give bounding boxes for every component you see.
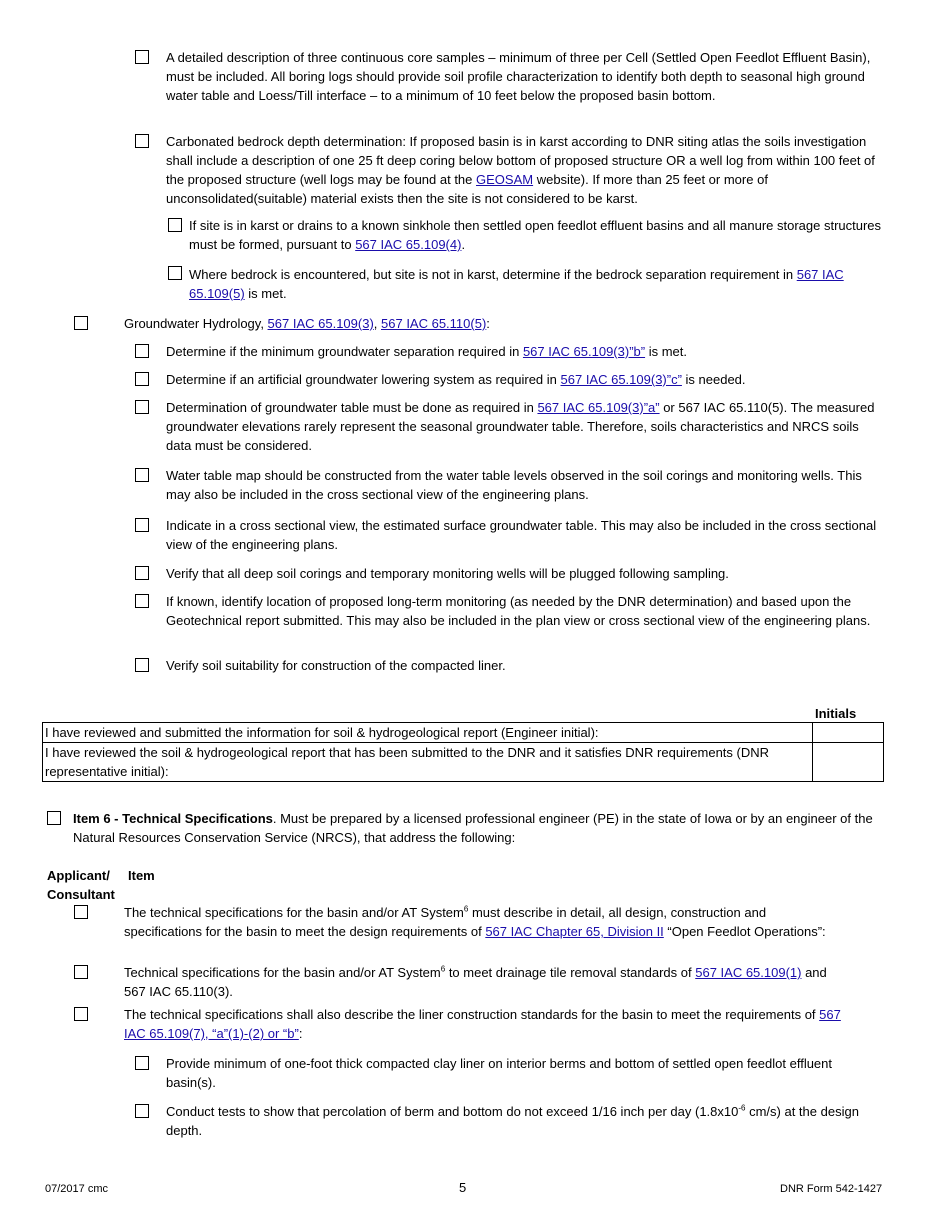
- spec-design-checkbox[interactable]: [74, 905, 88, 919]
- karst-link[interactable]: 567 IAC 65.109(4): [355, 237, 462, 252]
- item6-checkbox[interactable]: [47, 811, 61, 825]
- bedrock-checkbox[interactable]: [135, 134, 149, 148]
- spec-drainage-checkbox[interactable]: [74, 965, 88, 979]
- core-samples-text: A detailed description of three continuous core samples – minimum of three per Cell (Settled Open Feedlot Effluent Basin), must be included. All boring logs should provide soil profile characterization to identify both depth to seasonal high ground water table and Loess/Till interface – to a minimum of 10 feet below the proposed basin bottom.: [166, 50, 871, 103]
- lowering-system-link[interactable]: 567 IAC 65.109(3)”c”: [560, 372, 682, 387]
- karst-text: If site is in karst or drains to a known sinkhole then settled open feedlot effluent basins and all manure storage structures must be formed, pursuant to 567 IAC 65.109(4).: [189, 218, 882, 252]
- core-samples-checkbox[interactable]: [135, 50, 149, 64]
- applicant-column-header: Applicant/ Consultant: [47, 868, 115, 902]
- clay-liner-checkbox[interactable]: [135, 1056, 149, 1070]
- table-row: [43, 723, 884, 743]
- karst-checkbox[interactable]: [168, 218, 182, 232]
- geosam-link[interactable]: GEOSAM: [476, 172, 534, 187]
- footer-date: 07/2017 cmc: [45, 1183, 108, 1195]
- plugged-checkbox[interactable]: [135, 566, 149, 580]
- dnr-review-label: I have reviewed the soil & hydrogeological report that has been submitted to the DNR and it satisfies DNR requirements (DNR representative initial):: [43, 743, 813, 782]
- item-column-header: Item: [128, 868, 155, 883]
- plugged-text: Verify that all deep soil corings and temporary monitoring wells will be plugged following sampling.: [166, 566, 729, 581]
- clay-liner-text: Provide minimum of one-foot thick compacted clay liner on interior berms and bottom of settled open feedlot effluent basin(s).: [166, 1056, 833, 1090]
- cross-section-checkbox[interactable]: [135, 518, 149, 532]
- bedrock-separation-link[interactable]: 567 IAC 65.109(5): [189, 267, 844, 301]
- spec-liner-checkbox[interactable]: [74, 1007, 88, 1021]
- form-number: DNR Form 542-1427: [780, 1183, 883, 1195]
- item6-text: Item 6 - Technical Specifications. Must be prepared by a licensed professional engineer (PE) in the state of Iowa or by an engineer of the Natural Resources Conservation Service (NRCS), that address the following:: [73, 811, 873, 845]
- lowering-system-text: Determine if an artificial groundwater lowering system as required in 567 IAC 65.109(3)”c” is needed.: [166, 372, 746, 387]
- liner-standards-link[interactable]: 567 IAC 65.109(7), “a”(1)-(2) or “b”: [124, 1007, 841, 1041]
- lowering-system-checkbox[interactable]: [135, 372, 149, 386]
- engineer-review-label: I have reviewed and submitted the information for soil & hydrogeological report (Engineer initial):: [43, 723, 813, 743]
- min-separation-checkbox[interactable]: [135, 344, 149, 358]
- spec-drainage-text: Technical specifications for the basin and/or AT System$^6$ to meet drainage tile removal standards of 567 IAC 65.109(1) and 567 IAC 65.110(3).: [124, 964, 827, 999]
- dnr-initials-cell[interactable]: [813, 743, 884, 782]
- monitoring-text: If known, identify location of proposed long-term monitoring (as needed by the DNR determination) and based upon the Geotechnical report submitted. This may also be included in the plan view or cross sectional view of the engineering plans.: [166, 594, 871, 628]
- water-table-map-text: Water table map should be constructed from the water table levels observed in the soil corings and monitoring wells. This may also be included in the cross sectional view of the engineering plans.: [166, 468, 862, 502]
- bedrock-separation-checkbox[interactable]: [168, 266, 182, 280]
- page-number: 5: [459, 1180, 467, 1195]
- groundwater-table-link[interactable]: 567 IAC 65.109(3)”a”: [537, 400, 660, 415]
- drainage-link[interactable]: 567 IAC 65.109(1): [695, 965, 802, 980]
- liner-suitability-text: Verify soil suitability for construction of the compacted liner.: [166, 658, 506, 673]
- groundwater-table-text: Determination of groundwater table must be done as required in 567 IAC 65.109(3)”a” or 567 IAC 65.110(5). The measured groundwater elevations rarely represent the seasonal groundwater table. Therefore, soils characteristics and NRCS soils data must be considered.: [166, 400, 875, 453]
- monitoring-checkbox[interactable]: [135, 594, 149, 608]
- item6-title: Item 6 - Technical Specifications: [73, 811, 273, 826]
- chapter65-link[interactable]: 567 IAC Chapter 65, Division II: [485, 924, 664, 939]
- bedrock-separation-text: Where bedrock is encountered, but site is not in karst, determine if the bedrock separation requirement in 567 IAC 65.109(5) is met.: [189, 267, 844, 301]
- groundwater-table-checkbox[interactable]: [135, 400, 149, 414]
- min-separation-text: Determine if the minimum groundwater separation required in 567 IAC 65.109(3)”b” is met.: [166, 344, 687, 359]
- groundwater-link-2[interactable]: 567 IAC 65.110(5): [381, 316, 487, 331]
- groundwater-link-1[interactable]: 567 IAC 65.109(3): [267, 316, 374, 331]
- initials-header: Initials: [815, 706, 857, 721]
- percolation-checkbox[interactable]: [135, 1104, 149, 1118]
- liner-suitability-checkbox[interactable]: [135, 658, 149, 672]
- spec-design-text: The technical specifications for the basin and/or AT System$^6$ must describe in detail, all design, construction and specifications for the basin to meet the design requirements of 567 IAC Chapter 65, Division II “Open Feedlot Operations”:: [124, 904, 826, 939]
- table-row: [43, 743, 884, 782]
- groundwater-checkbox[interactable]: [74, 316, 88, 330]
- min-separation-link[interactable]: 567 IAC 65.109(3)”b”: [522, 344, 646, 359]
- initials-table: [42, 722, 884, 782]
- bedrock-text: Carbonated bedrock depth determination: If proposed basin is in karst according to DNR siting atlas the soils investigation shall include a description of one 25 ft deep coring below bottom of proposed structure OR a well log from within 100 feet of the proposed structure (well logs may be found at the GEOSAM website). If more than 25 feet or more of unconsolidated(suitable) material exists then the site is not considered to be karst.: [166, 134, 875, 206]
- spec-liner-text: The technical specifications shall also describe the liner construction standards for the basin to meet the requirements of 567 IAC 65.109(7), “a”(1)-(2) or “b”:: [124, 1007, 841, 1041]
- cross-section-text: Indicate in a cross sectional view, the estimated surface groundwater table. This may also be included in the cross sectional view of the engineering plans.: [166, 518, 877, 552]
- engineer-initials-cell[interactable]: [813, 723, 884, 743]
- water-table-map-checkbox[interactable]: [135, 468, 149, 482]
- groundwater-heading: Groundwater Hydrology, 567 IAC 65.109(3), 567 IAC 65.110(5):: [124, 316, 490, 331]
- percolation-text: Conduct tests to show that percolation of berm and bottom do not exceed 1/16 inch per day ($1.8x10^{-6}$ cm/s) at the design depth.: [166, 1103, 859, 1138]
